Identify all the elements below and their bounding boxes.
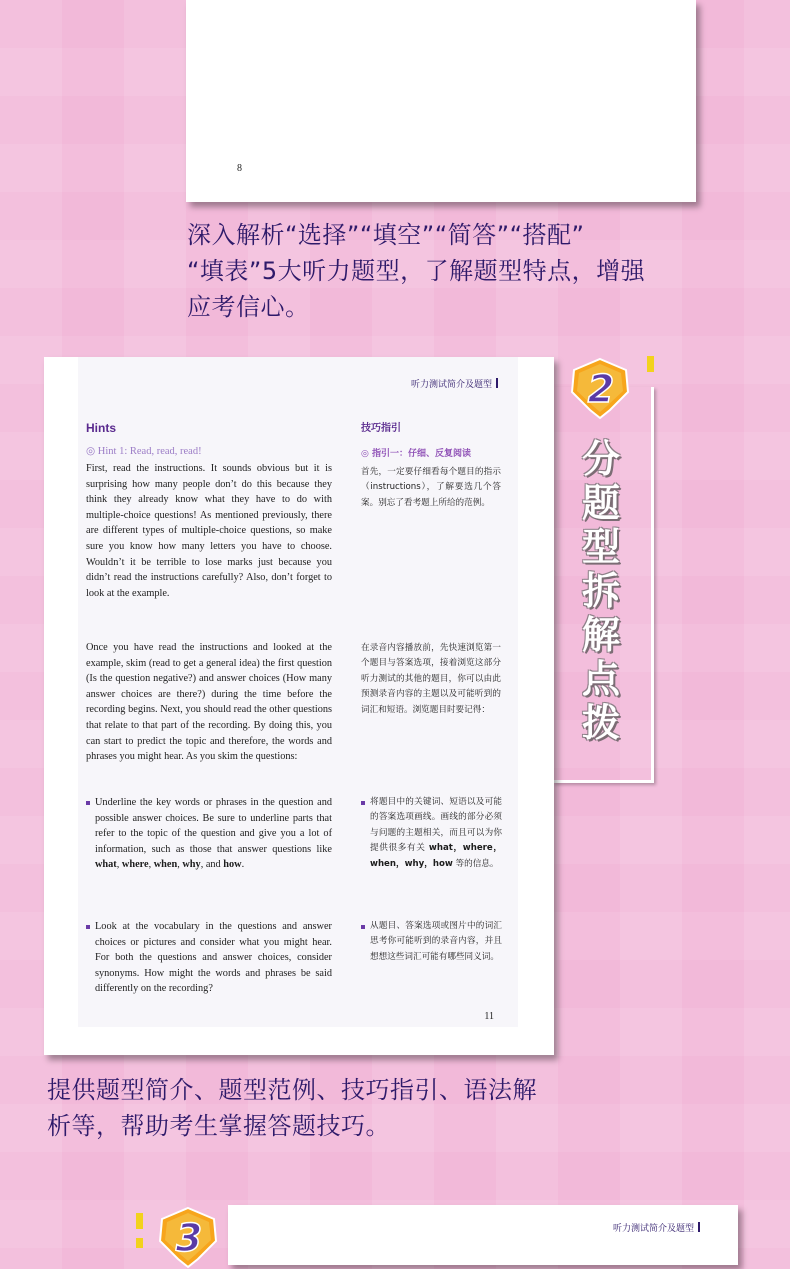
caption-line: 深入解析“选择”“填空”“简答”“搭配” [187,221,585,249]
english-bullet-2: Look at the vocabulary in the questions and answer choices or pictures and consider what you might hear. For both the questions and answer choices, consider synonyms. How might the words and phrases be said differently on the recording? [86,919,332,997]
book-page-middle [44,357,554,1055]
english-column [86,421,332,995]
english-paragraph-1: First, read the instructions. It sounds obvious but it is surprising how many people don’t do this because they think they already know what they have to do with multiple-choice questions! As mentioned previously, there are different types of multiple-choice questions, so make sure you know how many letters you have to choose. Wouldn’t it be terrible to lose marks just because you didn’t read the instructions carefully? Also, don’t forget to look at the example. [86,463,332,599]
chinese-bullet-2: 从题目、答案选项或图片中的词汇思考你可能听到的录音内容，并且想想这些词汇可能有哪些同义词。 [361,919,502,965]
section-number: 3 [175,1216,203,1260]
section-number: 2 [587,367,615,411]
caption-question-types [187,217,707,325]
title-char: 拨 [581,701,620,745]
section-vertical-title [579,437,623,745]
caption-line: “填表”5大听力题型，了解题型特点，增强 [187,257,646,285]
book-page-top [186,0,696,202]
chinese-paragraph-1: 首先，一定要仔细看每个题目的指示（instructions），了解要选几个答案。别忘了看考题上所给的范例。 [361,467,501,508]
caption-line: 提供题型简介、题型范例、技巧指引、语法解 [47,1076,537,1104]
chinese-bullet-1: 将题目中的关键词、短语以及可能的答案选项画线。画线的部分必须与问题的主题相关，而且可以为你提供很多有关 what，where，when，why，how 等的信息。 [361,795,502,872]
caption-tips [47,1072,567,1144]
book-page-bottom [228,1205,738,1265]
section-number-badge [568,356,632,420]
chinese-heading: 技巧指引 [361,423,401,434]
caption-line: 析等，帮助考生掌握答题技巧。 [47,1112,390,1140]
chinese-column [361,419,503,962]
chinese-paragraph-2: 在录音内容播放前，先快速浏览第一个题目与答案选项，接着浏览这部分听力测试的其他的题目，你可以由此预测录音内容的主题以及可能听到的词汇和短语。浏览题目时要记得： [361,643,501,715]
title-char: 点 [581,657,620,701]
section-number-badge [156,1205,220,1269]
english-bullet-1: Underline the key words or phrases in the question and possible answer choices. Be sure to underline parts that refer to the topic of the question and give you a lot of information, such as those that answer questions like what, where, when, why, and how. [86,795,332,873]
yellow-marker [136,1238,143,1248]
running-head: 听力测试简介及题型 [613,1221,700,1234]
english-paragraph-2: Once you have read the instructions and looked at the example, skim (read to get a general idea) the first question (Is the question negative?) and answer choices (How many answer choices are there?) during the time before the recording begins. Next, you should read the other questions that relate to that part of the recording. By doing this, you can start to predict the topic and therefore, the words and phrases you might hear. As you skim the questions: [86,642,332,763]
hint-1-heading: ◎ Hint 1: Read, read, read! [86,446,202,457]
chinese-hint-1-heading: ◎ 指引一：仔细、反复阅读 [361,449,471,459]
yellow-marker [647,356,654,372]
caption-line: 应考信心。 [187,293,310,321]
page-number: 8 [237,163,242,174]
yellow-marker [136,1213,143,1229]
title-char: 拆 [581,569,620,613]
hints-heading: Hints [86,421,116,435]
title-char: 分 [581,437,620,481]
title-char: 解 [581,613,620,657]
page-number: 11 [484,1011,494,1022]
title-char: 题 [581,481,620,525]
title-char: 型 [581,525,620,569]
running-head: 听力测试简介及题型 [411,377,498,390]
